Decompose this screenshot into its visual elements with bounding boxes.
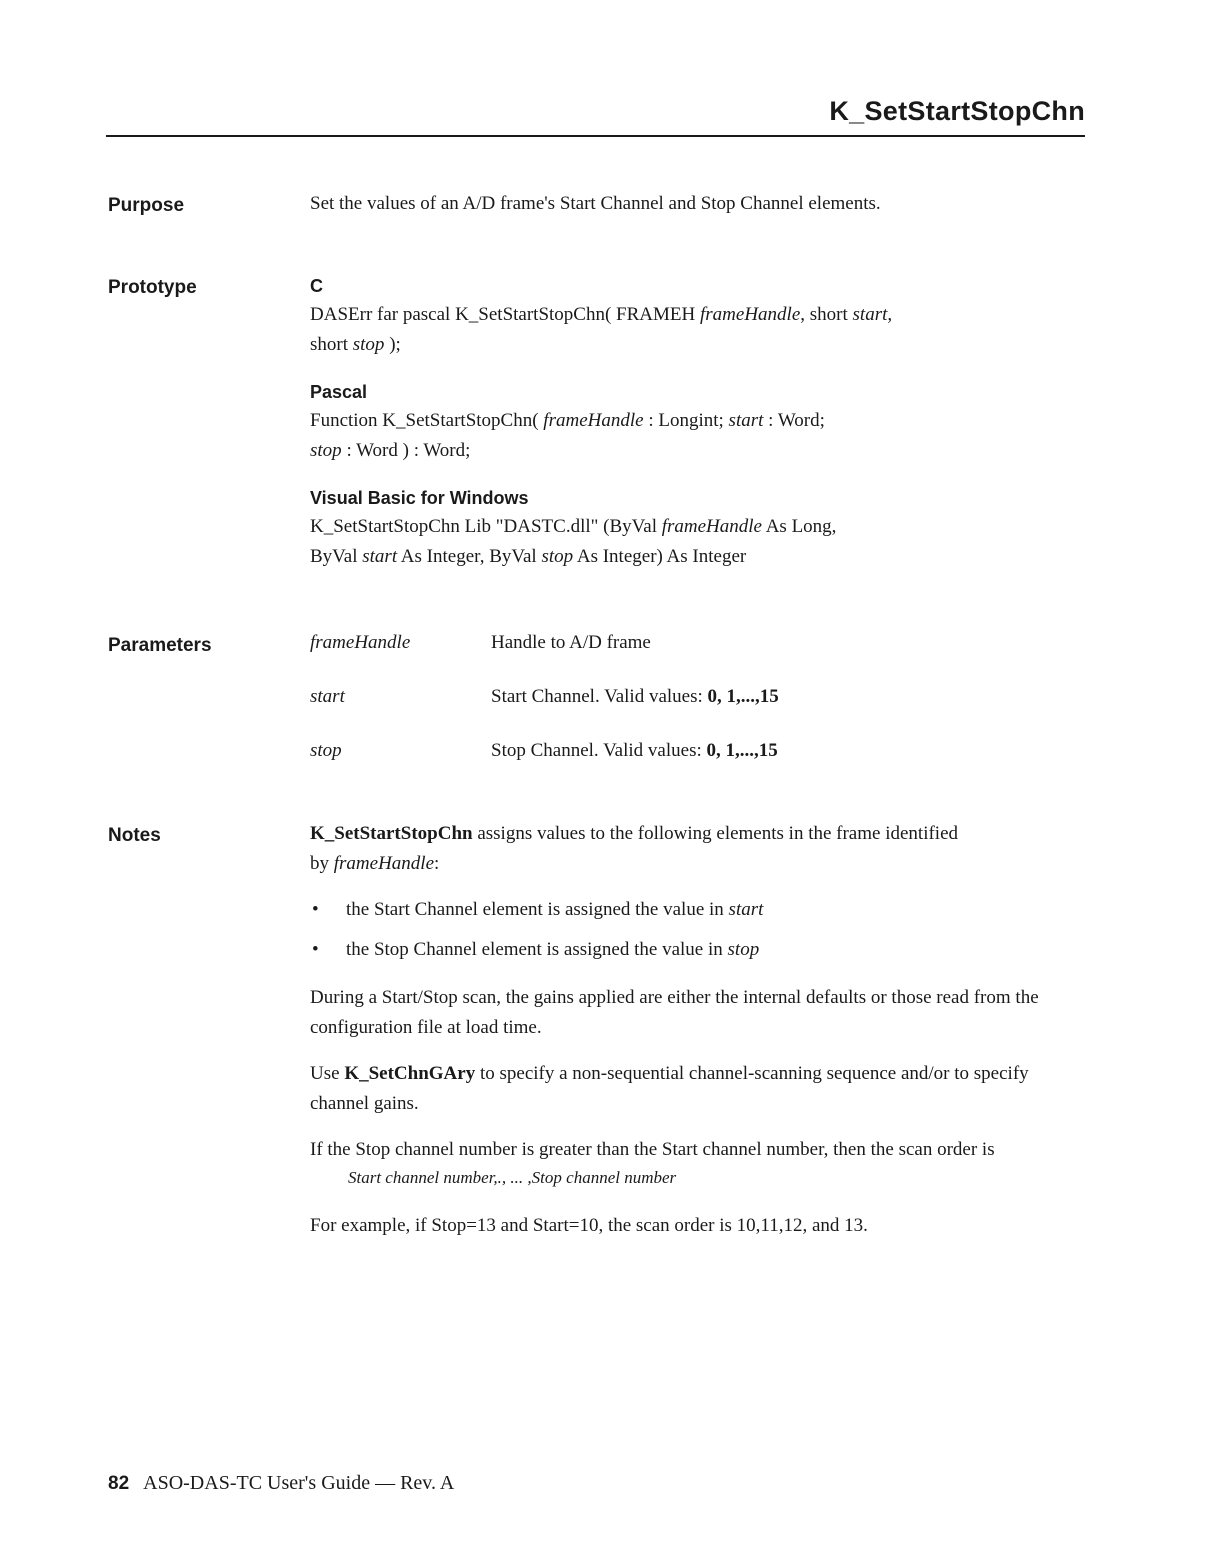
notes-label: Notes — [108, 825, 161, 846]
purpose-label: Purpose — [108, 195, 185, 216]
prototype-block — [310, 272, 1090, 590]
parameter-name: frameHandle — [310, 632, 411, 653]
prototype-c — [310, 272, 1090, 360]
parameter-name: stop — [310, 740, 342, 761]
notes-intro: K_SetStartStopChn assigns values to the following elements in the frame identified by frameHandle: — [310, 823, 959, 874]
footer-title: ASO-DAS-TC User's Guide — Rev. A — [143, 1472, 455, 1494]
notes-scan-order-paragraph: If the Stop channel number is greater than the Start channel number, then the scan order is Start channel number,., ... ,Stop channel number — [310, 1135, 1090, 1191]
notes-gain-array-paragraph: Use K_SetChnGAry to specify a non-sequential channel-scanning sequence and/or to specify channel gains. — [310, 1063, 1029, 1114]
prototype-vb — [310, 484, 1090, 572]
prototype-label: Prototype — [108, 277, 197, 298]
page-title: K_SetStartStopChn — [829, 96, 1085, 126]
c-signature-line1: DASErr far pascal K_SetStartStopChn( FRAMEH frameHandle, short start, — [310, 304, 893, 325]
notes-example-paragraph: For example, if Stop=13 and Start=10, the scan order is 10,11,12, and 13. — [310, 1215, 868, 1236]
vb-signature-line1: K_SetStartStopChn Lib "DASTC.dll" (ByVal frameHandle As Long, — [310, 516, 837, 537]
header-rule — [106, 135, 1085, 137]
pascal-signature-line1: Function K_SetStartStopChn( frameHandle : Longint; start : Word; — [310, 410, 825, 431]
parameter-name: start — [310, 686, 345, 707]
bullet-icon: • — [312, 899, 319, 920]
vb-signature-line2: ByVal start As Integer, ByVal stop As Integer) As Integer — [310, 546, 747, 567]
c-signature-line2: short stop ); — [310, 334, 401, 355]
list-item: • the Stop Channel element is assigned the value in stop — [310, 935, 1090, 965]
purpose-text: Set the values of an A/D frame's Start Channel and Stop Channel elements. — [310, 193, 881, 214]
scan-order-formula: Start channel number,., ... ,Stop channel number — [348, 1168, 677, 1187]
pascal-signature-line2: stop : Word ) : Word; — [310, 440, 471, 461]
vb-heading: Visual Basic for Windows — [310, 488, 529, 508]
bullet-icon: • — [312, 939, 319, 960]
notes-block — [310, 819, 1090, 1257]
prototype-pascal — [310, 378, 1090, 466]
notes-gains-paragraph: During a Start/Stop scan, the gains applied are either the internal defaults or those read from the configuration file at load time. — [310, 987, 1039, 1038]
parameter-description: Start Channel. Valid values: 0, 1,...,15 — [491, 686, 779, 707]
page-number: 82 — [108, 1473, 130, 1494]
parameter-description: Stop Channel. Valid values: 0, 1,...,15 — [491, 740, 778, 761]
page-footer — [108, 1472, 454, 1495]
parameters-label: Parameters — [108, 635, 212, 656]
pascal-heading: Pascal — [310, 382, 368, 402]
c-heading: C — [310, 276, 323, 296]
list-item: • the Start Channel element is assigned the value in start — [310, 895, 1090, 925]
parameter-description: Handle to A/D frame — [491, 632, 651, 653]
